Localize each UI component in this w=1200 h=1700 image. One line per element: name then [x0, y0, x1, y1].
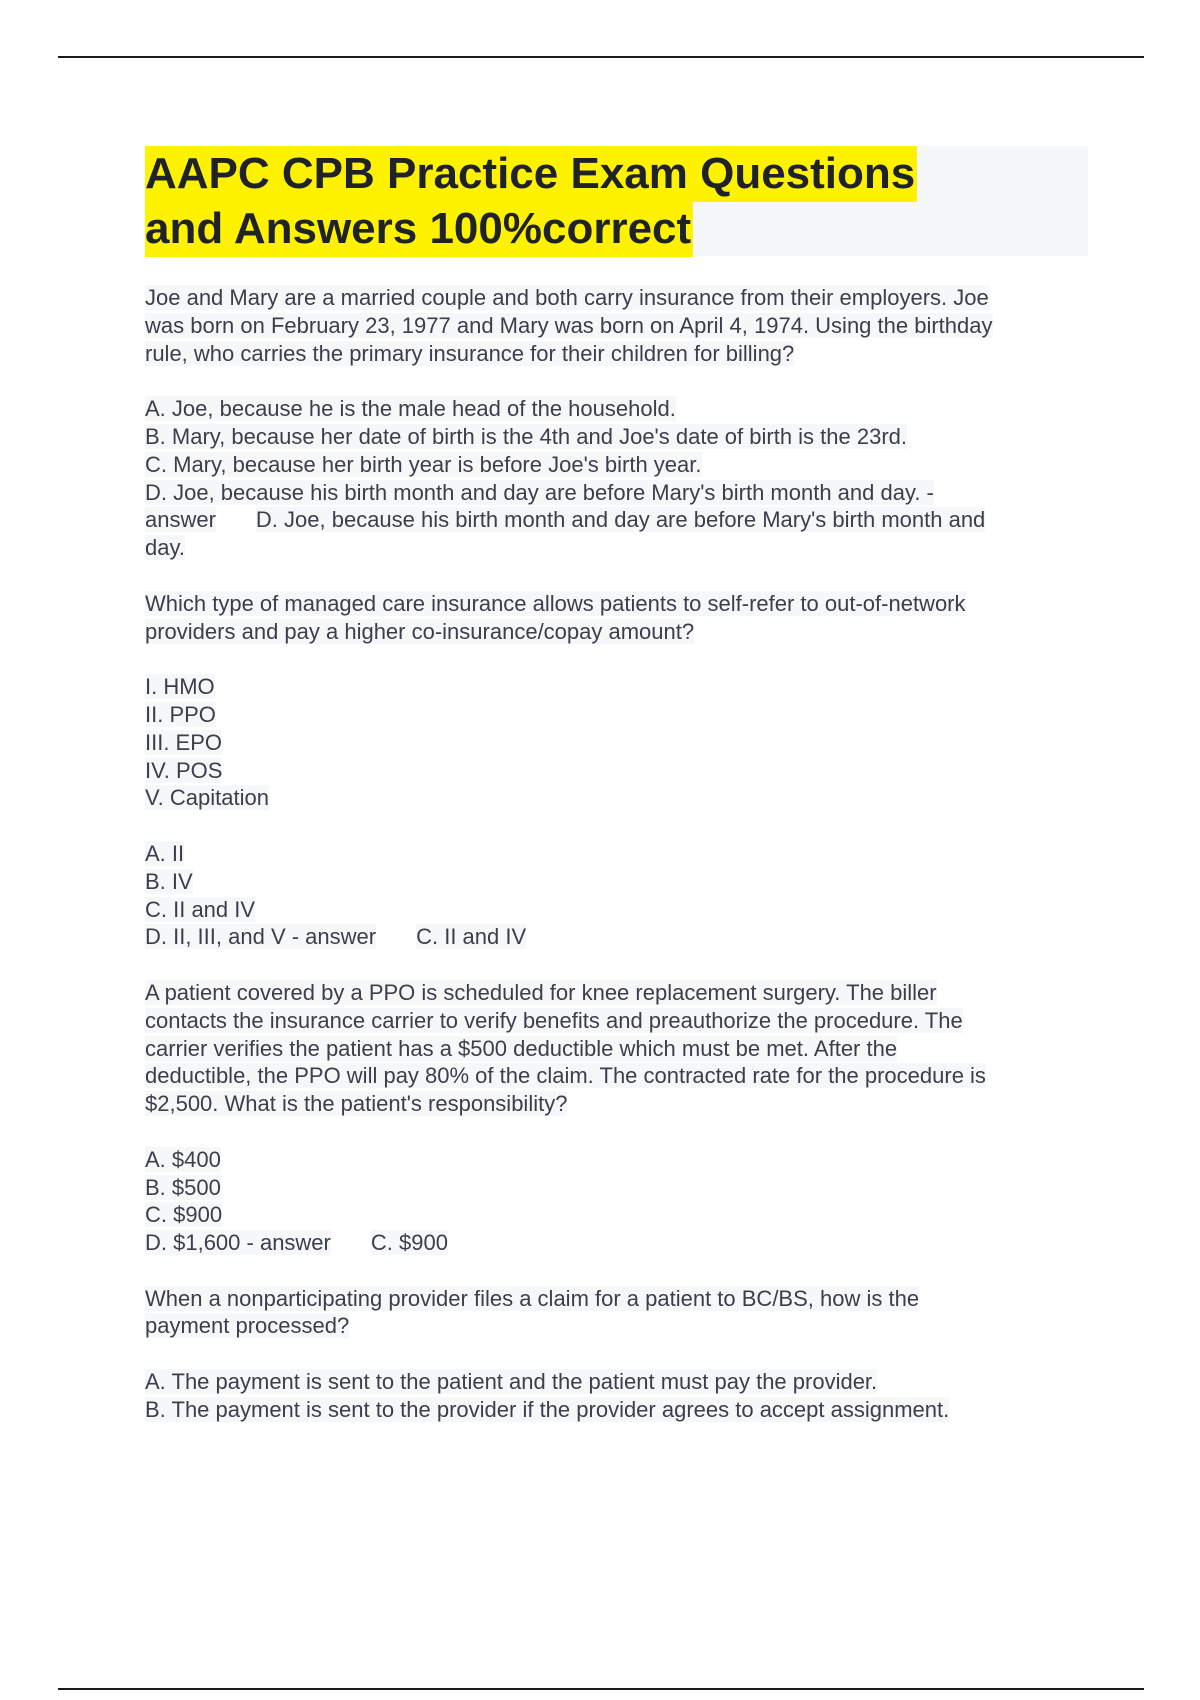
- question-text-line: $2,500. What is the patient's responsibility?: [145, 1091, 568, 1117]
- question-text-line: Which type of managed care insurance allows patients to self-refer to out-of-network: [145, 590, 966, 616]
- numeral-item: V. Capitation: [145, 785, 269, 811]
- answer-line: answer D. Joe, because his birth month and day are before Mary's birth month and: [145, 507, 986, 533]
- question-4: [145, 1285, 1090, 1341]
- answer-option: D. Joe, because his birth month and day are before Mary's birth month and day. -: [145, 479, 934, 505]
- answer-line-tail: day.: [145, 535, 185, 561]
- header-rule: [58, 56, 1144, 58]
- question-1-options: [145, 395, 1090, 562]
- question-text-line: contacts the insurance carrier to verify benefits and preauthorize the procedure. The: [145, 1007, 963, 1033]
- document-body: [145, 284, 1090, 1451]
- answer-option: A. The payment is sent to the patient and the patient must pay the provider.: [145, 1369, 878, 1395]
- answer-option: B. $500: [145, 1174, 221, 1200]
- question-1: [145, 284, 1090, 367]
- question-text-line: rule, who carries the primary insurance for their children for billing?: [145, 340, 795, 366]
- answer-option: B. IV: [145, 868, 193, 894]
- question-text-line: deductible, the PPO will pay 80% of the claim. The contracted rate for the procedure is: [145, 1063, 986, 1089]
- footer-rule: [58, 1688, 1144, 1690]
- question-text-line: was born on February 23, 1977 and Mary was born on April 4, 1974. Using the birthday: [145, 312, 993, 338]
- question-text-line: providers and pay a higher co-insurance/copay amount?: [145, 618, 695, 644]
- question-text-line: carrier verifies the patient has a $500 deductible which must be met. After the: [145, 1035, 898, 1061]
- question-text-line: Joe and Mary are a married couple and both carry insurance from their employers. Joe: [145, 285, 989, 310]
- question-2-options: [145, 840, 1090, 951]
- question-4-options: [145, 1368, 1090, 1424]
- question-2: [145, 590, 1090, 646]
- answer-option: B. Mary, because her date of birth is the 4th and Joe's date of birth is the 23rd.: [145, 423, 908, 449]
- answer-option: C. $900: [145, 1202, 223, 1228]
- question-3: [145, 979, 1090, 1118]
- numeral-item: II. PPO: [145, 701, 216, 727]
- document-title-line-1: AAPC CPB Practice Exam Questions: [145, 146, 917, 202]
- answer-option: A. $400: [145, 1146, 221, 1172]
- answer-option: B. The payment is sent to the provider if the provider agrees to accept assignment.: [145, 1396, 950, 1422]
- question-text-line: A patient covered by a PPO is scheduled for knee replacement surgery. The biller: [145, 979, 937, 1005]
- answer-option: C. Mary, because her birth year is before Joe's birth year.: [145, 451, 702, 477]
- numeral-item: I. HMO: [145, 674, 215, 700]
- document-title-line-2: and Answers 100%correct: [145, 201, 693, 257]
- question-text-line: payment processed?: [145, 1313, 350, 1339]
- numeral-item: III. EPO: [145, 729, 223, 755]
- answer-option: A. II: [145, 840, 185, 866]
- question-text-line: When a nonparticipating provider files a claim for a patient to BC/BS, how is the: [145, 1285, 920, 1311]
- question-2-numerals: [145, 673, 1090, 812]
- answer-line: D. II, III, and V - answer C. II and IV: [145, 924, 527, 950]
- answer-option: A. Joe, because he is the male head of the household.: [145, 396, 676, 422]
- numeral-item: IV. POS: [145, 757, 223, 783]
- answer-option: C. II and IV: [145, 896, 256, 922]
- answer-line: D. $1,600 - answer C. $900: [145, 1230, 448, 1256]
- question-3-options: [145, 1146, 1090, 1257]
